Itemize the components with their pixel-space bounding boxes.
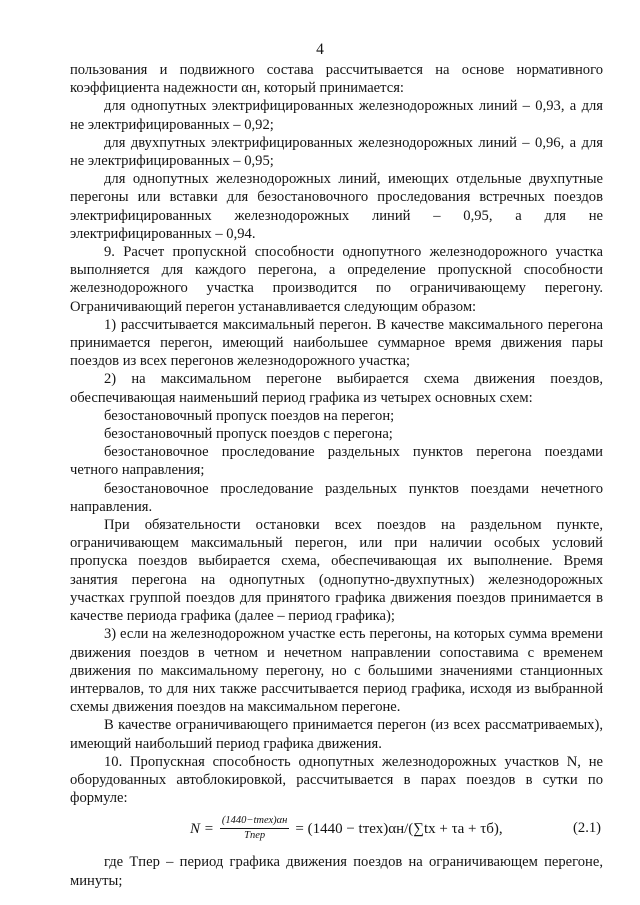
paragraph: пользования и подвижного состава рассчитывается на основе нормативного коэффициента надежности αн, который принимается: <box>70 62 603 97</box>
paragraph: безостановочное проследование раздельных пунктов поездами нечетного направления. <box>70 480 603 515</box>
formula-rhs: = (1440 − tтех)αн/(∑tх + τа + τб), <box>295 820 503 837</box>
formula-lhs: N = <box>190 820 214 837</box>
paragraph: безостановочный пропуск поездов на перегон; <box>104 407 395 424</box>
paragraph: для однопутных электрифицированных железнодорожных линий – 0,93, а для не электрифицированных – 0,92; <box>70 98 603 133</box>
paragraph: безостановочное проследование раздельных пунктов перегона поездами четного направления; <box>70 444 603 479</box>
formula-expression <box>190 815 503 842</box>
paragraph: 3) если на железнодорожном участке есть перегоны, на которых сумма времени движения поездов в четном и нечетном направлении сопоставима с временем движения по максимальному перегону, но с большими значениями станционных интервалов, то для них также рассчитывается период графика, исходя из выбранной схемы движения поездов на максимальном перегоне. <box>70 626 603 716</box>
page-number: 4 <box>316 41 324 58</box>
formula-numerator: (1440−tтех)αн <box>220 815 289 829</box>
paragraph: При обязательности остановки всех поездов на раздельном пункте, ограничивающем максимальный перегон, или при наличии особых условий пропуска поездов выбирается схема, обеспечивающая их выполнение. Время занятия перегона на однопутных (однопутно-двухпутных) железнодорожных участках группой поездов для принятого графика движения поездов принимается в качестве периода графика (далее – период графика); <box>70 517 603 625</box>
paragraph: для двухпутных электрифицированных железнодорожных линий – 0,96, а для не электрифицированных – 0,95; <box>70 134 603 170</box>
formula-number: (2.1) <box>573 820 601 837</box>
paragraph: 10. Пропускная способность однопутных железнодорожных участков N, не оборудованных автоблокировкой, рассчитывается в парах поездов в сутки по формуле: <box>70 753 603 807</box>
paragraph: 9. Расчет пропускной способности однопутного железнодорожного участка выполняется для каждого перегона, а определение пропускной способности железнодорожного участка производится по ограничивающему перегону. Ограничивающий перегон устанавливается следующим образом: <box>70 244 603 315</box>
formula-fraction <box>220 815 289 842</box>
paragraph: 1) рассчитывается максимальный перегон. В качестве максимального перегона принимается перегон, имеющий наибольшее суммарное время движения пары поездов из всех перегонов железнодорожного участка; <box>70 316 603 370</box>
paragraph: В качестве ограничивающего принимается перегон (из всех рассматриваемых), имеющий наибольший период графика движения. <box>70 717 603 752</box>
formula-2-1 <box>70 809 603 849</box>
paragraph: 2) на максимальном перегоне выбирается схема движения поездов, обеспечивающая наименьший период графика из четырех основных схем: <box>70 371 603 406</box>
body-text <box>70 61 603 890</box>
paragraph: для однопутных железнодорожных линий, имеющих отдельные двухпутные перегоны или вставки для безостановочного проследования встречных поездов электрифицированных железнодорожных линий – 0,95, а для не электрифицированных – 0,94. <box>70 171 603 242</box>
formula-denominator: Tпер <box>244 830 266 842</box>
paragraph: безостановочный пропуск поездов с перегона; <box>104 426 393 443</box>
where-paragraph: где Tпер – период графика движения поездов на ограничивающем перегоне, минуты; <box>70 854 603 889</box>
